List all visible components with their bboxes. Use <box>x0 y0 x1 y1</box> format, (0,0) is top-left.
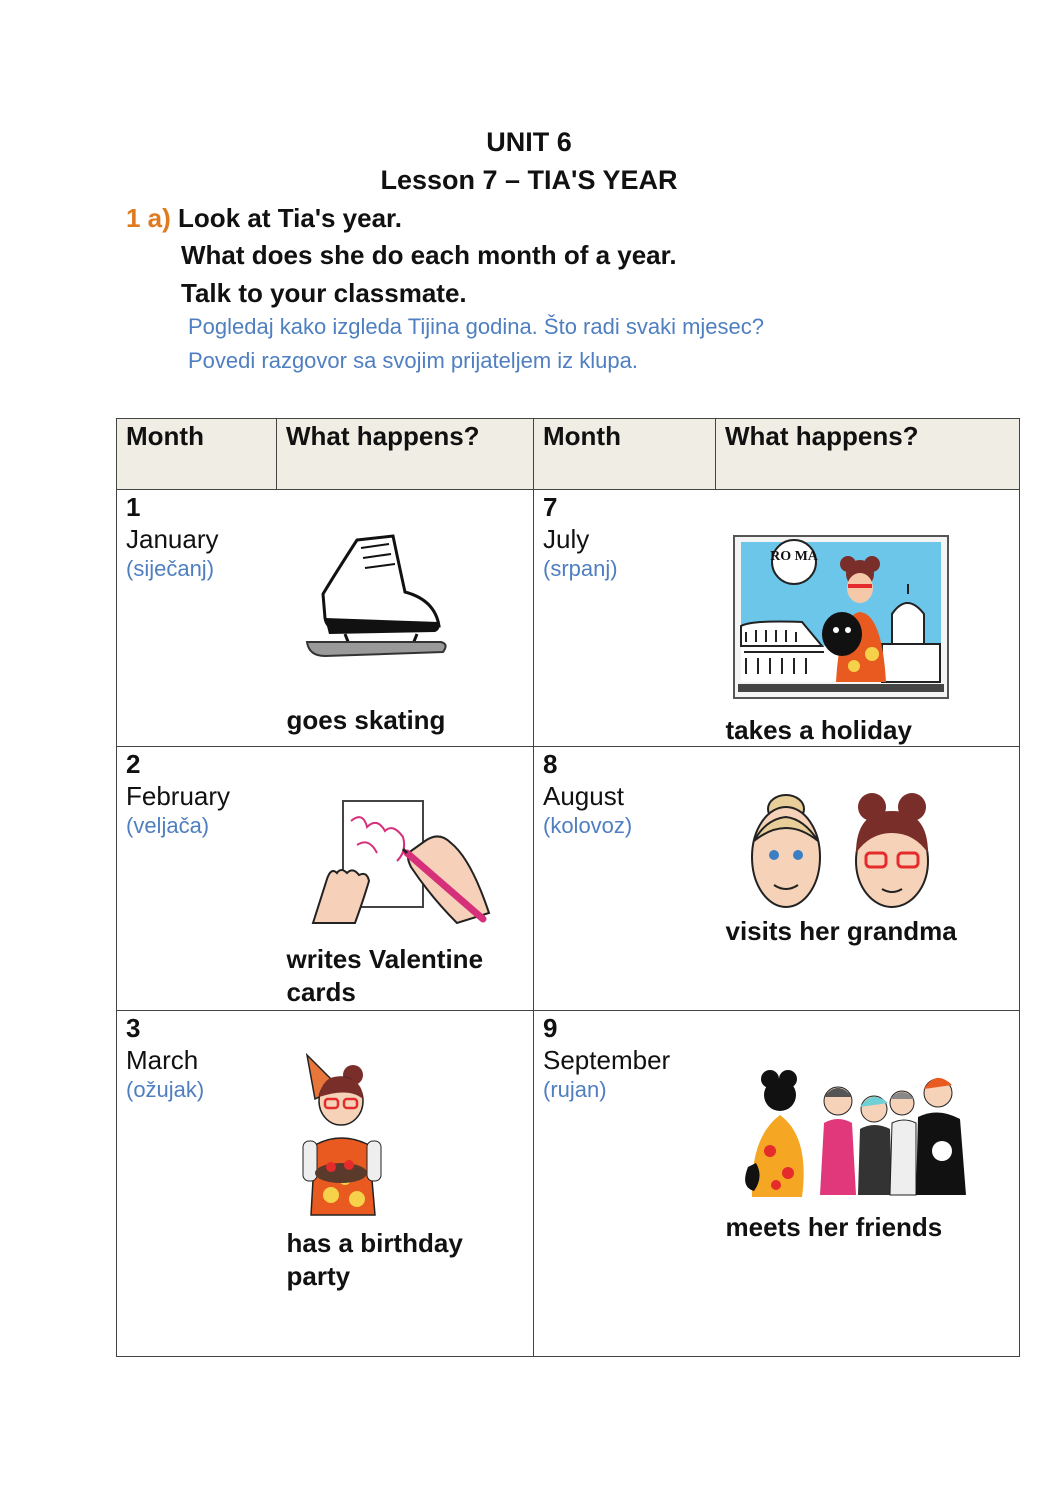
grandma-and-tia-icon <box>744 789 950 913</box>
activity-text: meets her friends <box>725 1212 943 1242</box>
table-row <box>117 490 1020 747</box>
header-what-2: What happens? <box>716 419 1020 490</box>
translation-line-1: Pogledaj kako izgleda Tijina godina. Što radi svaki mjesec? <box>188 314 764 339</box>
header-month-1: Month <box>117 419 277 490</box>
activity-cell <box>716 1011 1020 1357</box>
valentine-card-icon <box>307 797 497 929</box>
task-number: 1 a) <box>126 203 171 233</box>
birthday-girl-icon <box>301 1049 383 1217</box>
month-cell: 8 August (kolovoz) <box>534 747 716 1011</box>
translation-line-2: Povedi razgovor sa svojim prijateljem iz klupa. <box>188 348 638 373</box>
activity-text: goes skating <box>286 705 446 735</box>
month-cell: 2 February (veljača) <box>117 747 277 1011</box>
header-what-1: What happens? <box>277 419 534 490</box>
table-row <box>117 747 1020 1011</box>
svg-text:RO MA: RO MA <box>769 549 818 564</box>
table-row <box>117 1011 1020 1357</box>
lesson-title: Lesson 7 – TIA'S YEAR <box>380 165 678 195</box>
header-month-2: Month <box>534 419 716 490</box>
unit-title: UNIT 6 <box>486 127 572 157</box>
month-cell: 7 July (srpanj) <box>534 490 716 747</box>
task-line-1: 1 a) Look at Tia's year. <box>126 203 402 233</box>
month-cell: 3 March (ožujak) <box>117 1011 277 1357</box>
roma-postcard-icon <box>732 534 954 702</box>
activity-cell <box>277 490 534 747</box>
month-cell: 1 January (siječanj) <box>117 490 277 747</box>
month-cell: 9 September (rujan) <box>534 1011 716 1357</box>
task-line-2: What does she do each month of a year. <box>181 240 677 270</box>
activity-text: writes Valentine cards <box>286 944 484 1007</box>
activity-cell <box>277 1011 534 1357</box>
activity-cell <box>277 747 534 1011</box>
ice-skate-icon <box>305 534 450 659</box>
activity-text: takes a holiday <box>725 715 912 745</box>
activity-cell <box>716 747 1020 1011</box>
months-table <box>116 418 1020 1357</box>
friends-group-icon <box>740 1067 972 1199</box>
task-line-3: Talk to your classmate. <box>181 278 467 308</box>
activity-text: has a birthday party <box>286 1228 463 1291</box>
activity-text: visits her grandma <box>725 916 957 946</box>
table-header-row <box>117 419 1020 490</box>
activity-cell <box>716 490 1020 747</box>
